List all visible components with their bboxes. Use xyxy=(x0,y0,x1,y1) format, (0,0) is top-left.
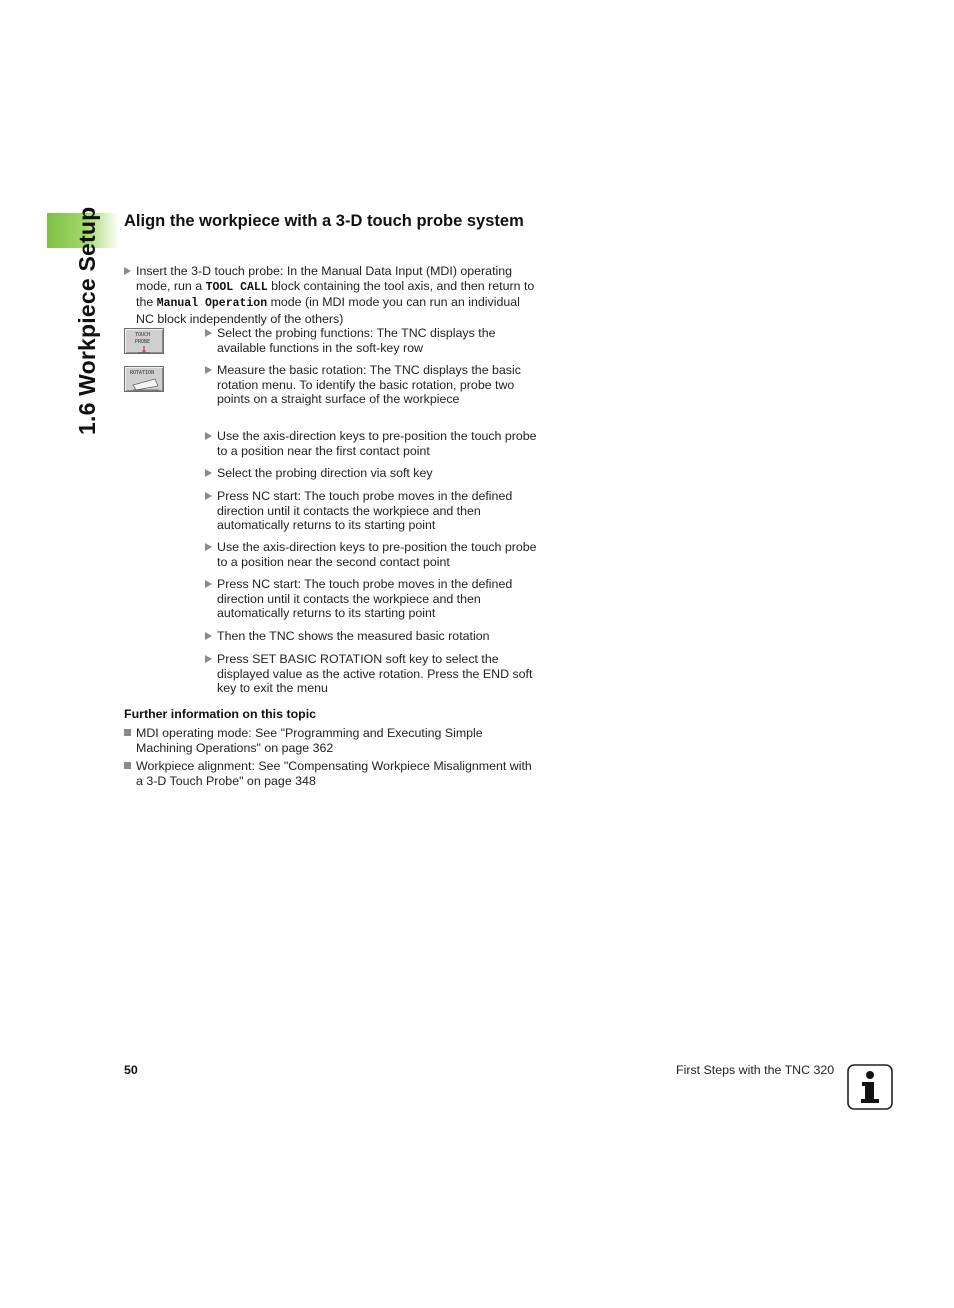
chapter-side-title: 1.6 Workpiece Setup xyxy=(74,206,100,435)
step-item: Select the probing functions: The TNC displays the available functions in the soft-key row xyxy=(205,326,537,355)
arrow-bullet-icon xyxy=(205,492,212,500)
step-item: Use the axis-direction keys to pre-position the touch probe to a position near the first contact point xyxy=(205,429,537,458)
touch-probe-label-line2: PROBE xyxy=(135,339,151,345)
arrow-bullet-icon xyxy=(205,329,212,337)
rotation-label: ROTATION xyxy=(130,370,155,376)
step-item: Use the axis-direction keys to pre-position the touch probe to a position near the second contact point xyxy=(205,540,537,569)
arrow-bullet-icon xyxy=(205,432,212,440)
square-bullet-icon xyxy=(124,729,131,736)
rotation-icon xyxy=(131,377,161,391)
footer-title: First Steps with the TNC 320 xyxy=(676,1063,835,1077)
arrow-bullet-icon xyxy=(205,632,212,640)
arrow-bullet-icon xyxy=(205,543,212,551)
square-bullet-icon xyxy=(124,762,131,769)
further-info-item[interactable]: Workpiece alignment: See "Compensating Workpiece Misalignment with a 3-D Touch Probe" on page 348 xyxy=(124,759,536,788)
arrow-bullet-icon xyxy=(205,366,212,374)
code-tool-call: TOOL CALL xyxy=(205,280,268,294)
section-heading: Align the workpiece with a 3-D touch probe system xyxy=(124,212,524,230)
arrow-bullet-icon xyxy=(205,469,212,477)
further-info-item[interactable]: MDI operating mode: See "Programming and Executing Simple Machining Operations" on page 362 xyxy=(124,726,536,755)
arrow-bullet-icon xyxy=(124,267,131,275)
rotation-softkey[interactable] xyxy=(124,366,164,392)
step-item: Then the TNC shows the measured basic rotation xyxy=(205,629,537,644)
step-item: Select the probing direction via soft key xyxy=(205,466,537,481)
step-item: Measure the basic rotation: The TNC displays the basic rotation menu. To identify the basic rotation, probe two points on a straight surface of the workpiece xyxy=(205,363,537,407)
arrow-bullet-icon xyxy=(205,580,212,588)
further-info-heading: Further information on this topic xyxy=(124,707,317,721)
code-manual-operation: Manual Operation xyxy=(156,297,268,310)
intro-paragraph: Insert the 3-D touch probe: In the Manual Data Input (MDI) operating mode, run a TOOL CALL block containing the tool axis, and then return to the Manual Operation mode (in MDI mode you can run an individual NC block independently of the others) xyxy=(124,264,536,326)
info-icon xyxy=(847,1064,893,1110)
arrow-bullet-icon xyxy=(205,655,212,663)
step-item: Press NC start: The touch probe moves in the defined direction until it contacts the workpiece and then automatically returns to its starting point xyxy=(205,577,537,621)
probe-icon xyxy=(137,346,151,354)
touch-probe-softkey[interactable] xyxy=(124,328,164,354)
step-item: Press NC start: The touch probe moves in the defined direction until it contacts the workpiece and then automatically returns to its starting point xyxy=(205,489,537,533)
page-number: 50 xyxy=(124,1063,138,1077)
step-item: Press SET BASIC ROTATION soft key to select the displayed value as the active rotation. Press the END soft key to exit the menu xyxy=(205,652,537,696)
touch-probe-label-line1: TOUCH xyxy=(135,332,151,338)
